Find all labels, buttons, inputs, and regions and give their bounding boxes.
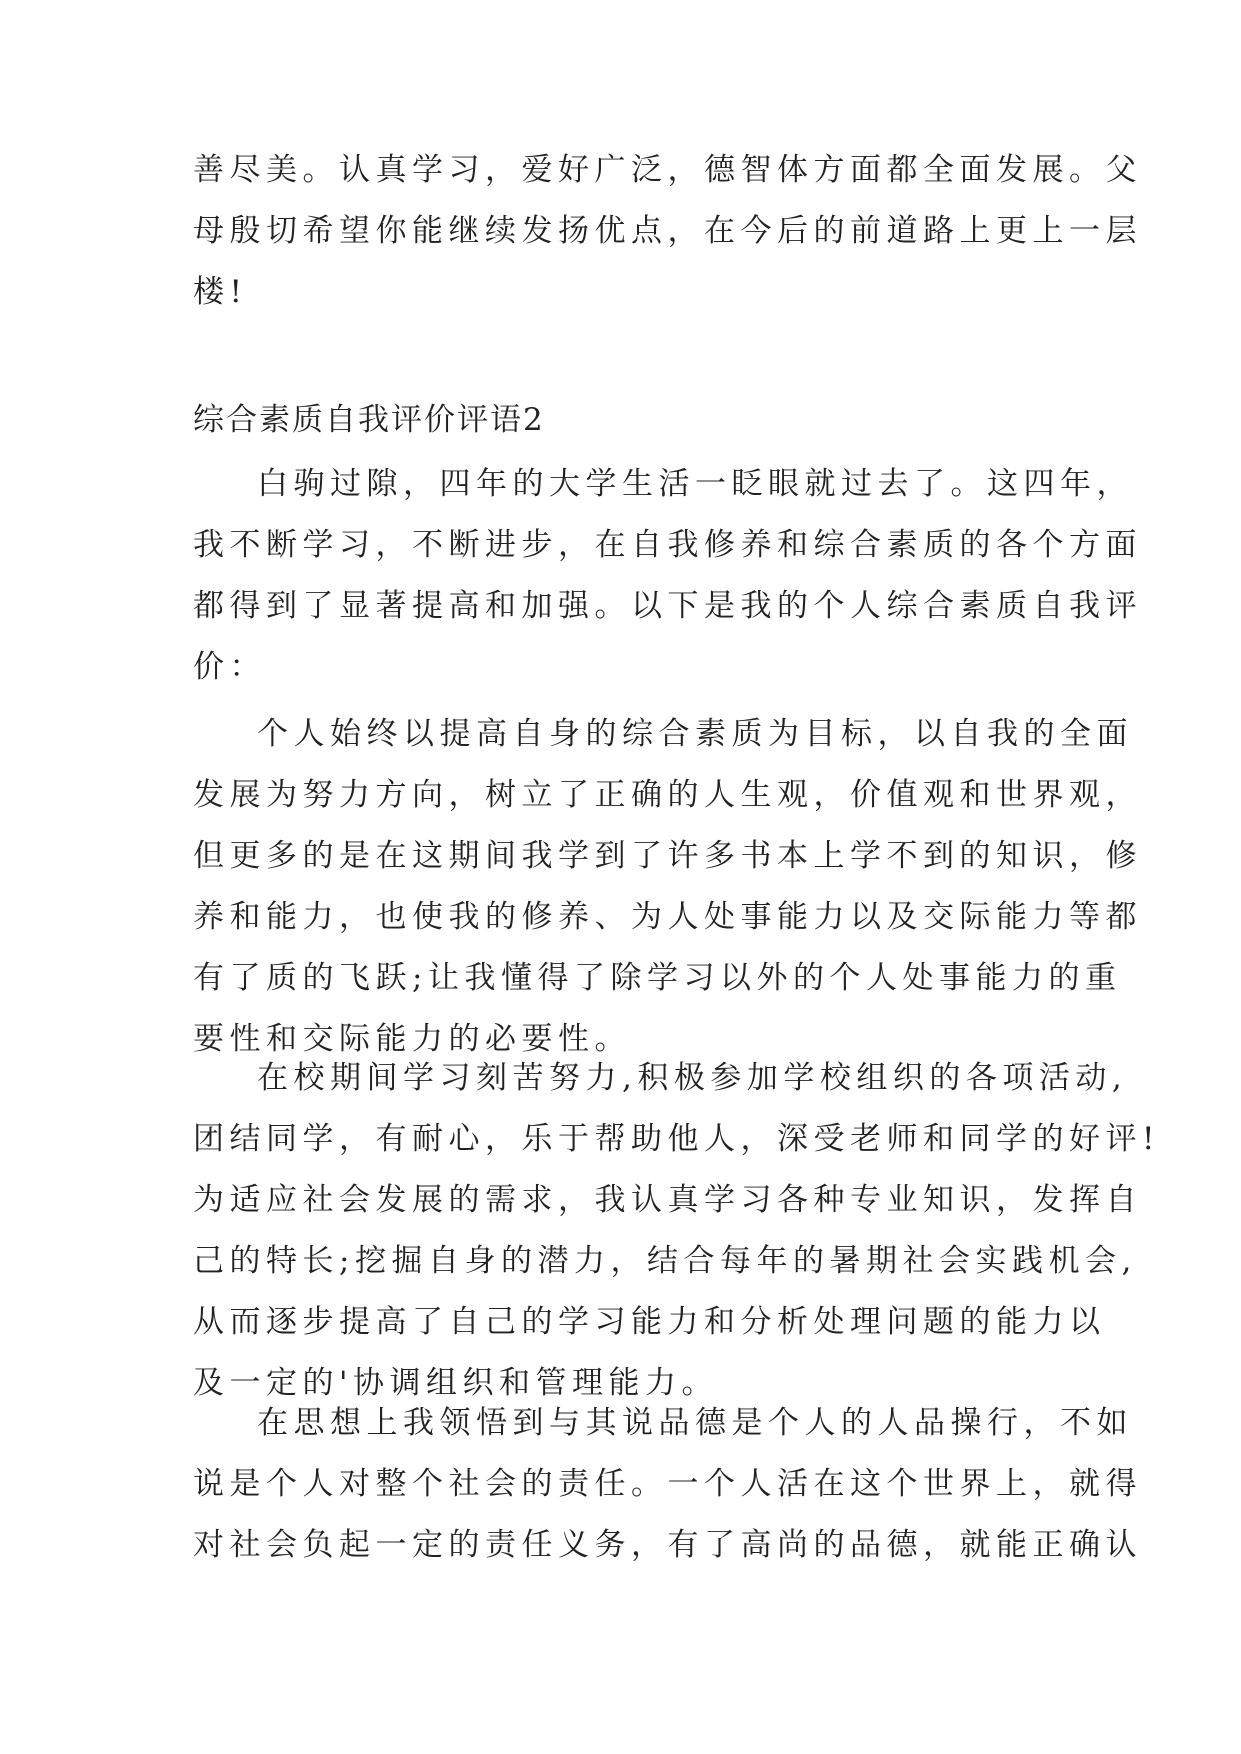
paragraph-line: 发展为努力方向，树立了正确的人生观，价值观和世界观， bbox=[193, 777, 1142, 813]
paragraph-line: 白驹过隙，四年的大学生活一眨眼就过去了。这四年， bbox=[257, 466, 1133, 502]
paragraph-line: 有了质的飞跃;让我懂得了除学习以外的个人处事能力的重 bbox=[193, 960, 1122, 996]
paragraph-line: 都得到了显著提高和加强。以下是我的个人综合素质自我评 bbox=[193, 588, 1142, 624]
paragraph-line: 及一定的'协调组织和管理能力。 bbox=[193, 1365, 719, 1401]
paragraph-line: 说是个人对整个社会的责任。一个人活在这个世界上，就得 bbox=[193, 1466, 1142, 1502]
paragraph-line: 价： bbox=[193, 649, 266, 685]
paragraph-line: 在思想上我领悟到与其说品德是个人的人品操行，不如 bbox=[257, 1405, 1133, 1441]
paragraph-line: 从而逐步提高了自己的学习能力和分析处理问题的能力以 bbox=[193, 1304, 1106, 1340]
paragraph-line: 养和能力，也使我的修养、为人处事能力以及交际能力等都 bbox=[193, 899, 1142, 935]
paragraph-line: 但更多的是在这期间我学到了许多书本上学不到的知识，修 bbox=[193, 838, 1142, 874]
paragraph-line: 团结同学，有耐心，乐于帮助他人，深受老师和同学的好评! bbox=[193, 1121, 1160, 1157]
paragraph-line: 善尽美。认真学习，爱好广泛，德智体方面都全面发展。父 bbox=[193, 152, 1142, 188]
continuation-paragraph bbox=[193, 140, 1142, 323]
paragraph-line: 我不断学习，不断进步，在自我修养和综合素质的各个方面 bbox=[193, 527, 1142, 563]
paragraph-line: 个人始终以提高自身的综合素质为目标，以自我的全面 bbox=[257, 716, 1133, 752]
paragraph-1 bbox=[193, 454, 1142, 698]
paragraph-line: 为适应社会发展的需求，我认真学习各种专业知识，发挥自 bbox=[193, 1182, 1142, 1218]
paragraph-line: 在校期间学习刻苦努力,积极参加学校组织的各项活动, bbox=[257, 1060, 1128, 1096]
paragraph-line: 己的特长;挖掘自身的潜力，结合每年的暑期社会实践机会, bbox=[193, 1243, 1137, 1279]
paragraph-line: 要性和交际能力的必要性。 bbox=[193, 1021, 631, 1057]
section-heading: 综合素质自我评价评语2 bbox=[193, 402, 545, 438]
paragraph-4 bbox=[193, 1393, 1142, 1576]
paragraph-line: 对社会负起一定的责任义务，有了高尚的品德，就能正确认 bbox=[193, 1527, 1142, 1563]
paragraph-3 bbox=[193, 1048, 1160, 1414]
paragraph-line: 楼! bbox=[193, 274, 248, 310]
paragraph-2 bbox=[193, 704, 1142, 1070]
paragraph-line: 母殷切希望你能继续发扬优点，在今后的前道路上更上一层 bbox=[193, 213, 1142, 249]
